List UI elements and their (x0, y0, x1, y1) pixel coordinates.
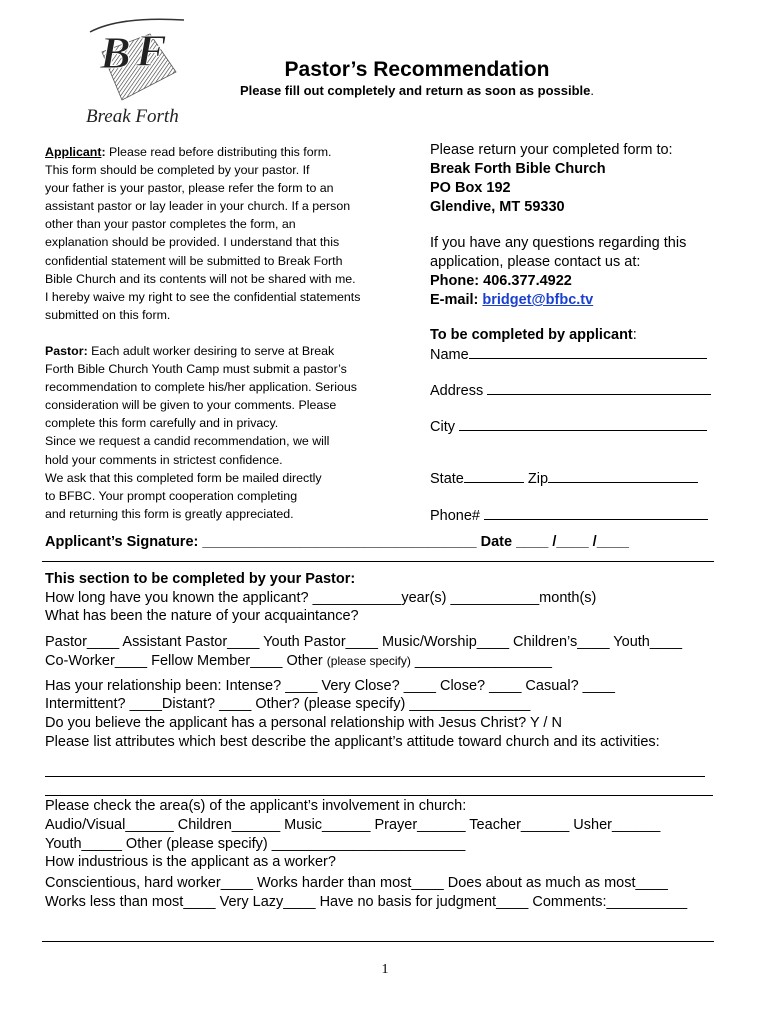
state-zip-field[interactable]: State Zip (430, 469, 698, 489)
pastor-section-heading: This section to be completed by your Pastor: (45, 571, 356, 587)
bottom-divider (42, 941, 714, 942)
involvement-areas-row[interactable]: Audio/Visual______ Children______ Music______ Prayer______ Teacher______ Usher______ (45, 817, 661, 834)
contact-phone: Phone: 406.377.4922 (430, 273, 572, 289)
relationship-row[interactable]: Has your relationship been: Intense? ____ Very Close? ____ Close? ____ Casual? ____ (45, 677, 615, 694)
acquaintance-roles-row-2[interactable]: Co-Worker____ Fellow Member____ Other (please specify) _________________ (45, 652, 552, 669)
attributes-question: Please list attributes which best describe the applicant’s attitude toward church and its activities: (45, 733, 660, 750)
email-link[interactable]: bridget@bfbc.tv (482, 292, 594, 308)
relationship-row-2[interactable]: Intermittent? ____Distant? ____ Other? (please specify) _______________ (45, 696, 531, 713)
applicant-signature-row[interactable]: Applicant’s Signature: __________________________________ Date ____ /____ /____ (45, 534, 629, 550)
acquaintance-roles-row[interactable]: Pastor____ Assistant Pastor____ Youth Pastor____ Music/Worship____ Children’s____ Youth____ (45, 634, 683, 651)
city-field[interactable]: City (430, 417, 707, 437)
industriousness-row[interactable]: Conscientious, hard worker____ Works harder than most____ Does about as much as most____ (45, 875, 668, 892)
attributes-answer-line-2[interactable] (45, 795, 713, 796)
return-info: Please return your completed form to: Break Forth Bible Church PO Box 192 Glendive, MT 59330 If you have any questions regarding this application, please contact us at: Phone: 406.377.4922 E-mail: bridget@bfbc.tv (430, 141, 730, 310)
phone-field[interactable]: Phone# (430, 506, 708, 526)
address-field[interactable]: Address (430, 381, 711, 401)
pastor-section: This section to be completed by your Pastor: How long have you known the applicant? ___________year(s) ___________month(s) What has been the nature of your acquaintance? Pastor____ Assistant Pastor____ Youth Pastor____ Music/Worship____ Children’s____ Youth____ Co-Worker____ Fellow Member____ Other (please specify) _________________ Has your relationship been: Intense? ____ Very Close? ____ Close? ____ Casual? ____ Intermittent? ____Distant? ____ Other? (please specify) _______________ Do you believe the applicant has a personal relationship with Jesus Christ? Y / N Please list attributes which best describe the applicant’s attitude toward church and its activities: Please check the area(s) of the applicant’s involvement in church: Audio/Visual______ Children______ Music______ Prayer______ Teacher______ Usher______ Youth_____ Other (please specify) ________________________ How industrious is the applicant as a worker? Conscientious, hard worker____ Works harder than most____ Does about as much as most____ Works less than most____ Very Lazy____ Have no basis for judgment____ Comments:__________ (45, 570, 735, 912)
page-subtitle: Please fill out completely and return as soon as possible. (239, 83, 594, 98)
applicant-instructions: Applicant: Please read before distributing this form. This form should be completed by your pastor. If your father is your pastor, please refer the form to an assistant pastor or lay leader in your church. If a person other than your pastor completes the form, an explanation should be provided. I understand that this confidential statement will be submitted to Break Forth Bible Church and its contents will not be shared with me. I hereby waive my right to see the confidential statements submitted on this form. (45, 145, 361, 322)
svg-text:F: F (136, 25, 167, 76)
known-duration-field[interactable]: How long have you known the applicant? ___________year(s) ___________month(s) (45, 589, 597, 606)
page-title: Pastor’s Recommendation (284, 58, 550, 81)
page-number: 1 (381, 962, 389, 977)
involvement-areas-row-2[interactable]: Youth_____ Other (please specify) ________________________ (45, 835, 466, 852)
pastor-instructions: Pastor: Each adult worker desiring to serve at Break Forth Bible Church Youth Camp must submit a pastor’s recommendation to complete his/her application. Serious consideration will be given to your comments. Please complete this form carefully and in privacy. Since we request a candid recommendation, we will hold your comments in strictest confidence. We ask that this completed form be mailed directly to BFBC. Your prompt cooperation completing and returning this form is greatly appreciated. (45, 343, 357, 521)
instructions-column (45, 143, 415, 523)
applicant-label: Applicant (45, 145, 102, 159)
faith-question[interactable]: Do you believe the applicant has a personal relationship with Jesus Christ? Y / N (45, 714, 562, 731)
logo-wordmark: Break Forth (86, 106, 179, 127)
applicant-fields-heading: To be completed by applicant: (430, 327, 637, 343)
name-field[interactable]: Name (430, 345, 707, 365)
divider (42, 561, 714, 562)
attributes-answer-line[interactable] (45, 776, 705, 777)
industriousness-row-2[interactable]: Works less than most____ Very Lazy____ Have no basis for judgment____ Comments:__________ (45, 893, 688, 910)
svg-text:B: B (100, 27, 131, 78)
pastor-label: Pastor: (45, 343, 88, 358)
